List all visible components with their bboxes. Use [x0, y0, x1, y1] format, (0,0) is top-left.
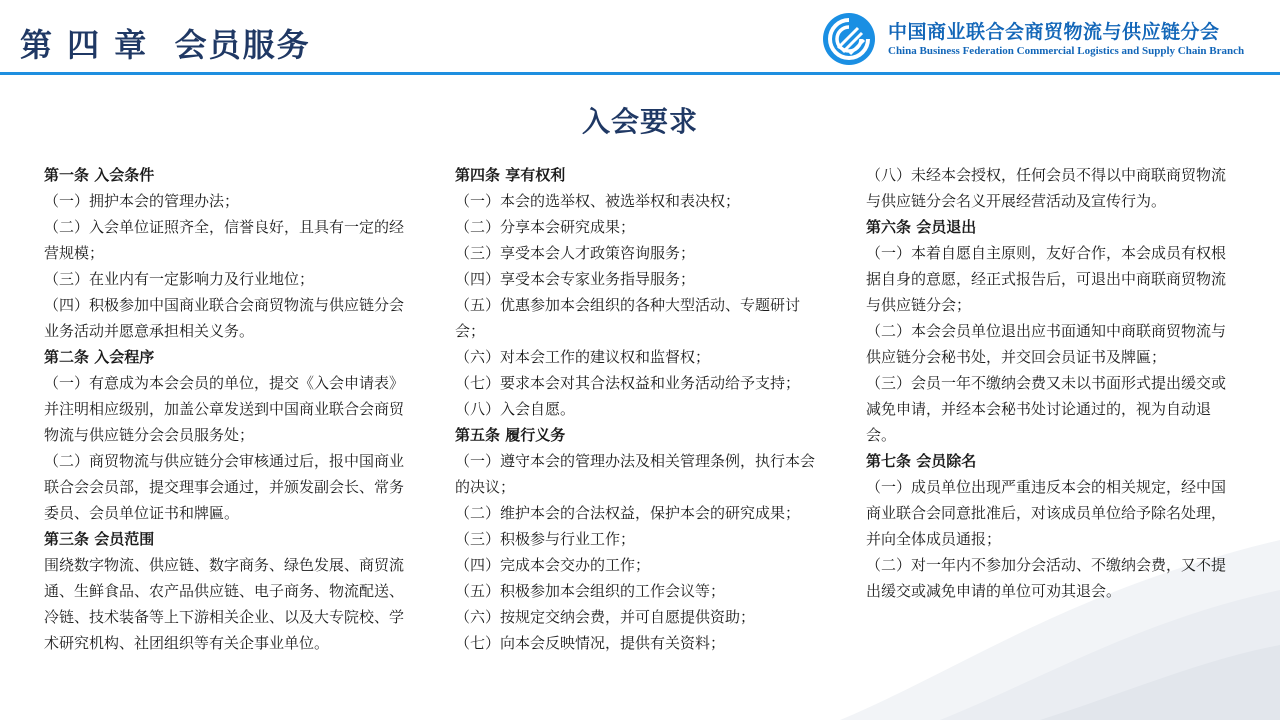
org-name-cn: 中国商业联合会商贸物流与供应链分会: [888, 21, 1220, 43]
article-heading: 第七条 会员除名: [866, 452, 977, 470]
article-clause: （一）有意成为本会会员的单位，提交《入会申请表》并注明相应级别，加盖公章发送到中国商业联合会商贸物流与供应链分会会员服务处；: [44, 374, 405, 444]
article-clause: （二）对一年内不参加分会活动、不缴纳会费，又不提出缓交或减免申请的单位可劝其退会。: [866, 556, 1227, 600]
article-clause: 围绕数字物流、供应链、数字商务、绿色发展、商贸流通、生鲜食品、农产品供应链、电子商务、物流配送、冷链、技术装备等上下游相关企业、以及大专院校、学术研究机构、社团组织等有关企事业单位。: [44, 556, 405, 652]
org-logo-icon: [822, 12, 876, 66]
article-clause: （四）完成本会交办的工作；: [455, 556, 651, 574]
article-clause: （五）优惠参加本会组织的各种大型活动、专题研讨会；: [455, 296, 801, 340]
header-divider: [0, 72, 1280, 75]
article-heading: 第六条 会员退出: [866, 218, 977, 236]
article-clause: （四）积极参加中国商业联合会商贸物流与供应链分会业务活动并愿意承担相关义务。: [44, 296, 405, 340]
article-clause: （二）本会会员单位退出应书面通知中商联商贸物流与供应链分会秘书处，并交回会员证书及牌匾；: [866, 322, 1227, 366]
article-clause: （三）在业内有一定影响力及行业地位；: [44, 270, 315, 288]
article-clause: （三）积极参与行业工作；: [455, 530, 636, 548]
article-clause: （三）会员一年不缴纳会费又未以书面形式提出缓交或减免申请，并经本会秘书处讨论通过的，视为自动退会。: [866, 374, 1227, 444]
article-heading: 第五条 履行义务: [455, 426, 566, 444]
article-clause: （二）维护本会的合法权益，保护本会的研究成果；: [455, 504, 801, 522]
article-clause: （一）本会的选举权、被选举权和表决权；: [455, 192, 741, 210]
article-clause: （四）享受本会专家业务指导服务；: [455, 270, 696, 288]
content-column-1: [44, 162, 406, 656]
article-clause: （一）遵守本会的管理办法及相关管理条例，执行本会的决议；: [455, 452, 816, 496]
article-clause: （二）商贸物流与供应链分会审核通过后，报中国商业联合会会员部，提交理事会通过，并颁发副会长、常务委员、会员单位证书和牌匾。: [44, 452, 405, 522]
page-title: 入会要求: [581, 105, 698, 138]
article-clause: （一）本着自愿自主原则，友好合作，本会成员有权根据自身的意愿，经正式报告后，可退出中商联商贸物流与供应链分会；: [866, 244, 1227, 314]
article-clause: （六）按规定交纳会费，并可自愿提供资助；: [455, 608, 756, 626]
article-clause: （一）拥护本会的管理办法；: [44, 192, 240, 210]
header: [0, 0, 1280, 74]
article-clause: （八）未经本会授权，任何会员不得以中商联商贸物流与供应链分会名义开展经营活动及宣传行为。: [866, 166, 1227, 210]
article-heading: 第二条 入会程序: [44, 348, 155, 366]
article-clause: （七）向本会反映情况，提供有关资料；: [455, 634, 726, 652]
article-clause: （八）入会自愿。: [455, 400, 576, 418]
article-clause: （五）积极参加本会组织的工作会议等；: [455, 582, 726, 600]
article-clause: （二）分享本会研究成果；: [455, 218, 636, 236]
content-column-3: [866, 162, 1226, 604]
article-clause: （一）成员单位出现严重违反本会的相关规定，经中国商业联合会同意批准后，对该成员单位给予除名处理，并向全体成员通报；: [866, 478, 1227, 548]
article-clause: （六）对本会工作的建议权和监督权；: [455, 348, 711, 366]
content-column-2: [455, 162, 817, 656]
article-heading: 第四条 享有权利: [455, 166, 566, 184]
article-clause: （七）要求本会对其合法权益和业务活动给予支持；: [455, 374, 801, 392]
article-clause: （三）享受本会人才政策咨询服务；: [455, 244, 696, 262]
chapter-title: 第 四 章 会员服务: [20, 26, 311, 64]
article-heading: 第一条 入会条件: [44, 166, 155, 184]
article-clause: （二）入会单位证照齐全，信誉良好，且具有一定的经营规模；: [44, 218, 405, 262]
org-name-en: China Business Federation Commercial Logistics and Supply Chain Branch: [888, 45, 1245, 57]
article-heading: 第三条 会员范围: [44, 530, 155, 548]
